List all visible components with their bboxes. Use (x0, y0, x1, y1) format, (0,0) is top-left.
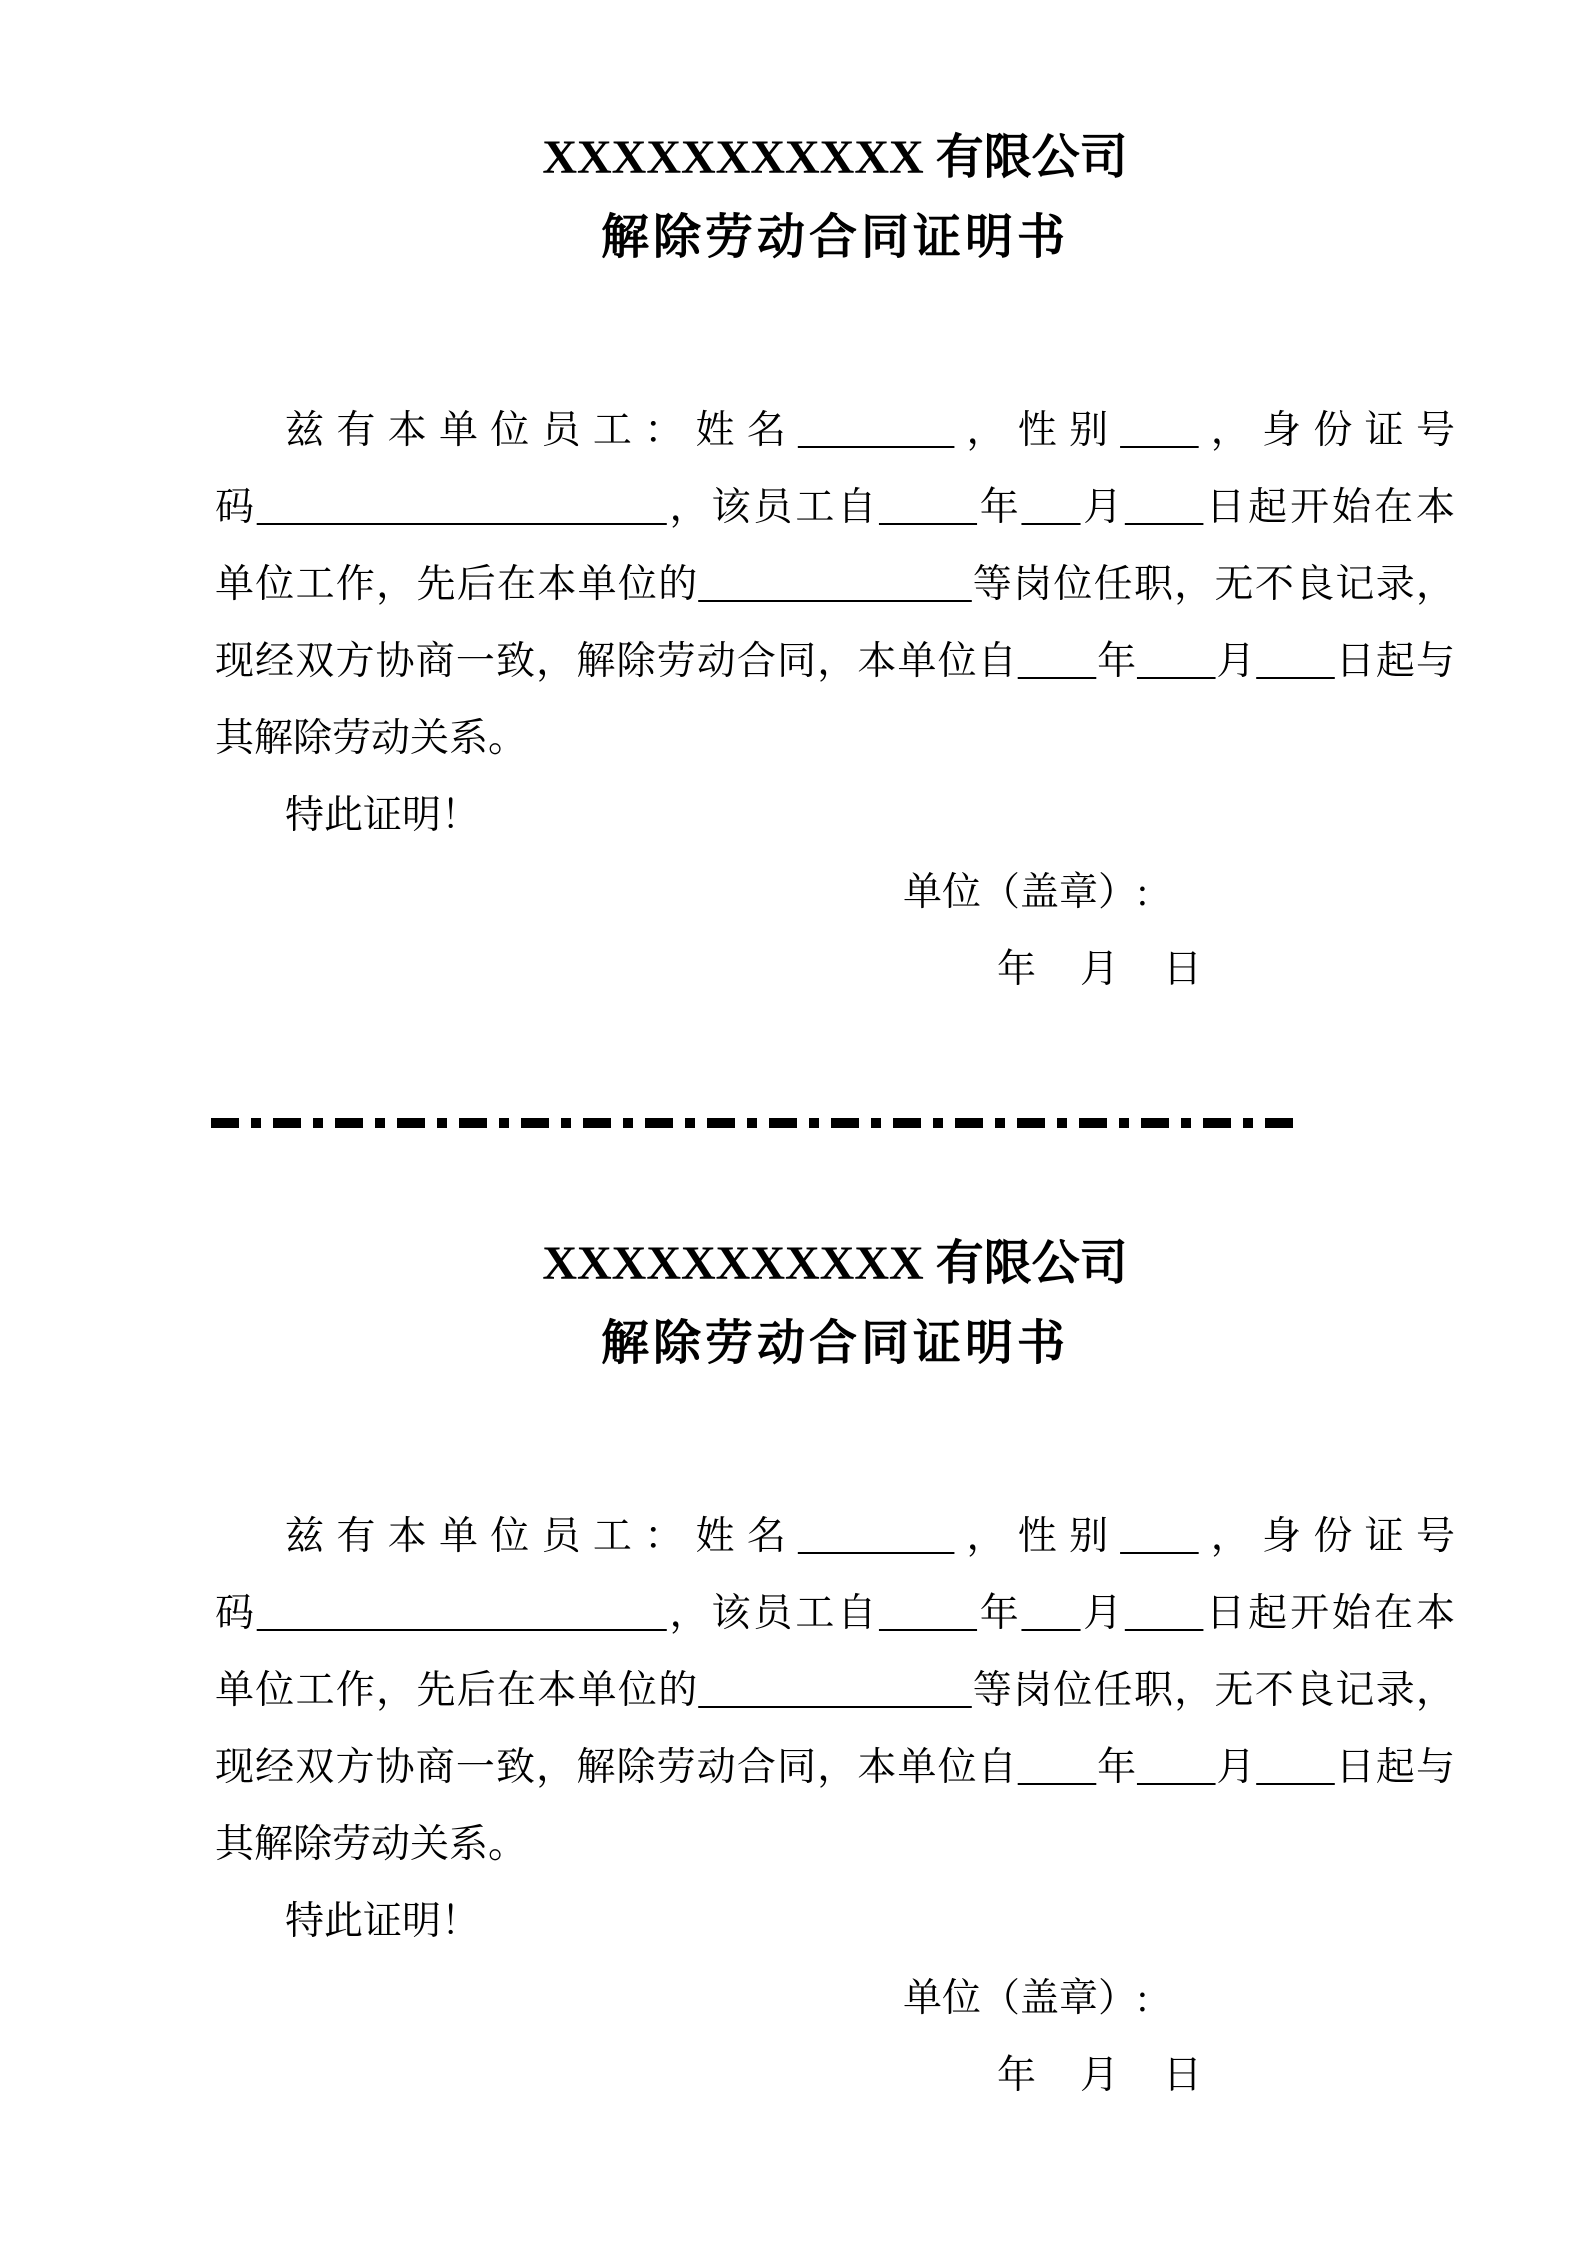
date-month-label: 月 (1080, 948, 1120, 991)
body-line-5: 其解除劳动关系。 (215, 1823, 528, 1866)
date-line (215, 2037, 1455, 2114)
date-year-label: 年 (997, 2054, 1037, 2097)
body-line-3: 单位工作，先后在本单位的______________等岗位任职，无不良记录， (215, 563, 1455, 606)
date-day-label: 日 (1163, 2054, 1203, 2097)
body-line-1: 兹有本单位员工：姓名________，性别____，身份证号 (285, 409, 1455, 452)
page-content (215, 118, 1455, 2114)
body-line-2: 码_____________________，该员工自_____年___月____日起开始在本 (215, 1592, 1455, 1635)
body-line-2: 码_____________________，该员工自_____年___月____日起开始在本 (215, 486, 1455, 529)
seal-label: 单位（盖章）: (903, 871, 1148, 914)
date-line (215, 931, 1455, 1008)
certificate-body (215, 392, 1455, 1008)
body-line-5: 其解除劳动关系。 (215, 717, 528, 760)
date-year-label: 年 (997, 948, 1037, 991)
date-month-label: 月 (1080, 2054, 1120, 2097)
body-line-1: 兹有本单位员工：姓名________，性别____，身份证号 (285, 1515, 1455, 1558)
certificate-block-1 (215, 118, 1455, 1008)
doc-title: 解除劳动合同证明书 (600, 211, 1069, 264)
body-line-4: 现经双方协商一致，解除劳动合同，本单位自____年____月____日起与 (215, 640, 1455, 683)
company-title: XXXXXXXXXXX 有限公司 (542, 1237, 1128, 1290)
body-line-3: 单位工作，先后在本单位的______________等岗位任职，无不良记录， (215, 1669, 1455, 1712)
certificate-body (215, 1498, 1455, 2114)
cut-line-divider (211, 1118, 1303, 1128)
body-line-4: 现经双方协商一致，解除劳动合同，本单位自____年____月____日起与 (215, 1746, 1455, 1789)
closing-statement: 特此证明！ (285, 1900, 481, 1943)
date-day-label: 日 (1163, 948, 1203, 991)
certificate-block-2 (215, 1224, 1455, 2114)
doc-title: 解除劳动合同证明书 (600, 1317, 1069, 1370)
closing-statement: 特此证明！ (285, 794, 481, 837)
seal-label: 单位（盖章）: (903, 1977, 1148, 2020)
company-title: XXXXXXXXXXX 有限公司 (542, 131, 1128, 184)
